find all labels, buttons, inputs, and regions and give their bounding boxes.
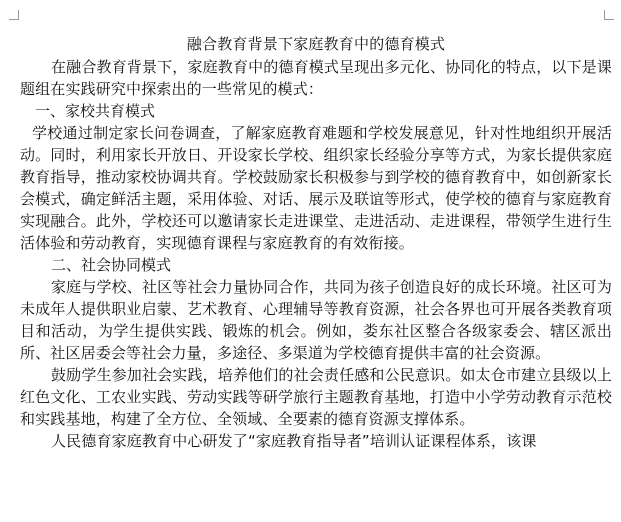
document-body	[20, 33, 612, 452]
section-heading-home-school: 一、家校共育模式	[35, 102, 156, 120]
social-collaboration-paragraph-2: 鼓励学生参加社会实践，培养他们的社会责任感和公民意识。如太仓市建立县级以上红色文化、工农业实践、劳动实践等研学旅行主题教育基地，打造中小学劳动教育示范校和实践基地，构建了全方位、全领域、全要素的德育资源支撑体系。	[20, 366, 612, 428]
social-collaboration-paragraph-3: 人民德育家庭教育中心研发了“家庭教育指导者”培训认证课程体系，该课	[51, 432, 537, 450]
social-collaboration-paragraph-1: 家庭与学校、社区等社会力量协同合作，共同为孩子创造良好的成长环境。社区可为未成年人提供职业启蒙、艺术教育、心理辅导等教育资源，社会各界也可开展各类教育项目和活动，为学生提供实践、锻炼的机会。例如，娄东社区整合各级家委会、辖区派出所、社区居委会等社会力量，多途径、多渠道为学校德育提供丰富的社会资源。	[20, 278, 612, 362]
intro-paragraph: 在融合教育背景下，家庭教育中的德育模式呈现出多元化、协同化的特点，以下是课题组在实践研究中探索出的一些常见的模式：	[20, 58, 612, 98]
home-school-paragraph: 学校通过制定家长问卷调查，了解家庭教育难题和学校发展意见，针对性地组织开展活动。同时，利用家长开放日、开设家长学校、组织家长经验分享等方式，为家长提供家庭教育指导，推动家校协调共育。学校鼓励家长积极参与到学校的德育教育中，如创新家长会模式，确定鲜活主题，采用体验、对话、展示及联谊等形式，使学校的德育与家庭教育实现融合。此外，学校还可以邀请家长走进课堂、走进活动、走进课程，带领学生进行生活体验和劳动教育，实现德育课程与家庭教育的有效衔接。	[20, 124, 612, 252]
section-heading-social-collaboration: 二、社会协同模式	[51, 256, 172, 274]
page-corner-mark-top-right	[604, 10, 614, 20]
document-title: 融合教育背景下家庭教育中的德育模式	[186, 35, 446, 53]
page-corner-mark-top-left	[9, 10, 19, 20]
